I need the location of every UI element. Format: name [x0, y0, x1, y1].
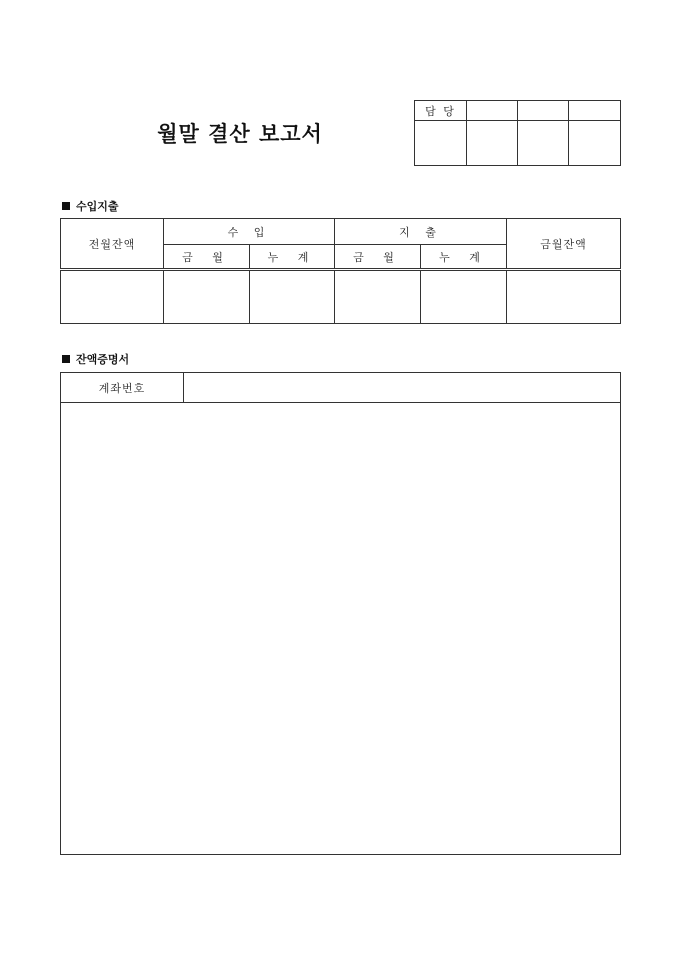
square-bullet-icon: [62, 202, 70, 210]
approval-sign-cell[interactable]: [467, 121, 518, 166]
square-bullet-icon: [62, 355, 70, 363]
income-cumulative-cell[interactable]: [250, 270, 335, 324]
income-expense-table: [60, 218, 621, 324]
approval-header-label: 담 당: [415, 101, 467, 121]
current-balance-header: 금월잔액: [507, 219, 621, 270]
balance-section-heading: [62, 351, 129, 367]
expense-cumulative-header: 누 계: [421, 245, 507, 270]
expense-cumulative-cell[interactable]: [421, 270, 507, 324]
approval-sign-cell[interactable]: [415, 121, 467, 166]
document-title: 월말 결산 보고서: [157, 122, 323, 146]
account-number-label: 계좌번호: [61, 373, 184, 403]
approval-header-cell: [518, 101, 569, 121]
income-section-heading: [62, 198, 119, 214]
expense-header: 지 출: [335, 219, 507, 245]
income-header: 수 입: [164, 219, 335, 245]
balance-certificate-area[interactable]: [61, 403, 621, 855]
prev-balance-header: 전월잔액: [61, 219, 164, 270]
prev-balance-cell[interactable]: [61, 270, 164, 324]
current-balance-cell[interactable]: [507, 270, 621, 324]
expense-month-cell[interactable]: [335, 270, 421, 324]
approval-sign-cell[interactable]: [518, 121, 569, 166]
income-section-label: 수입지출: [76, 200, 119, 213]
income-month-header: 금 월: [164, 245, 250, 270]
approval-box: [414, 100, 621, 166]
balance-section-label: 잔액증명서: [76, 353, 130, 366]
approval-header-cell: [569, 101, 621, 121]
expense-month-header: 금 월: [335, 245, 421, 270]
account-number-field[interactable]: [184, 373, 621, 403]
approval-header-cell: [467, 101, 518, 121]
income-cumulative-header: 누 계: [250, 245, 335, 270]
approval-sign-cell[interactable]: [569, 121, 621, 166]
income-month-cell[interactable]: [164, 270, 250, 324]
balance-certificate-table: [60, 372, 621, 855]
